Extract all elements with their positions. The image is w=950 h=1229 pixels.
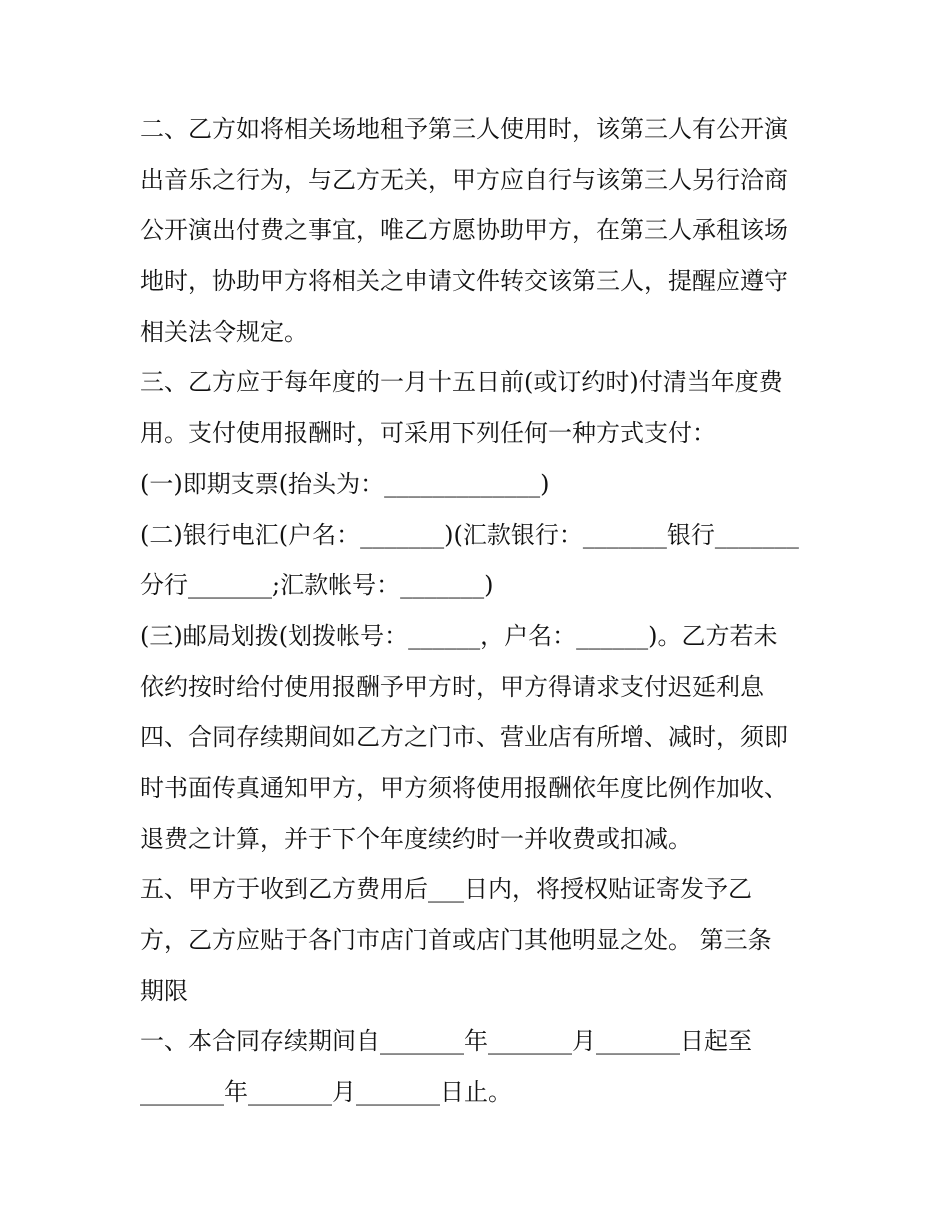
text-line: (三)邮局划拨(划拨帐号：______，户名：______)。乙方若未 [140, 621, 778, 650]
text-line: 出音乐之行为，与乙方无关，甲方应自行与该第三人另行洽商 [140, 165, 788, 194]
text-line: 分行_______;汇款帐号：_______) [140, 571, 494, 600]
text-line: 时书面传真通知甲方，甲方须将使用报酬依年度比例作加收、 [140, 773, 788, 802]
text-line: 期限 [140, 976, 188, 1005]
text-line: 用。支付使用报酬时，可采用下列任何一种方式支付： [140, 419, 716, 448]
text-line: _______年_______月_______日止。 [140, 1078, 512, 1107]
text-line: 五、甲方于收到乙方费用后___日内，将授权贴证寄发予乙 [140, 875, 752, 904]
text-line: 一、本合同存续期间自_______年_______月_______日起至 [140, 1027, 752, 1056]
text-line: 方，乙方应贴于各门市店门首或店门其他明显之处。 第三条 [140, 926, 772, 954]
text-line: (一)即期支票(抬头为：_____________) [140, 469, 550, 498]
text-line: 退费之计算，并于下个年度续约时一并收费或扣减。 [140, 824, 692, 853]
text-line: 依约按时给付使用报酬予甲方时，甲方得请求支付迟延利息 [140, 672, 764, 701]
text-line: 公开演出付费之事宜，唯乙方愿协助甲方，在第三人承租该场 [140, 216, 788, 245]
document-body [140, 104, 820, 1118]
text-line: 三、乙方应于每年度的一月十五日前(或订约时)付清当年度费 [140, 368, 783, 397]
text-line: 二、乙方如将相关场地租予第三人使用时，该第三人有公开演 [140, 115, 788, 143]
text-line: (二)银行电汇(户名：_______)(汇款银行：_______银行_______ [140, 520, 799, 549]
text-line: 相关法令规定。 [140, 317, 308, 346]
text-line: 地时，协助甲方将相关之申请文件转交该第三人，提醒应遵守 [140, 267, 788, 296]
text-line: 四、合同存续期间如乙方之门市、营业店有所增、减时，须即 [140, 723, 788, 752]
